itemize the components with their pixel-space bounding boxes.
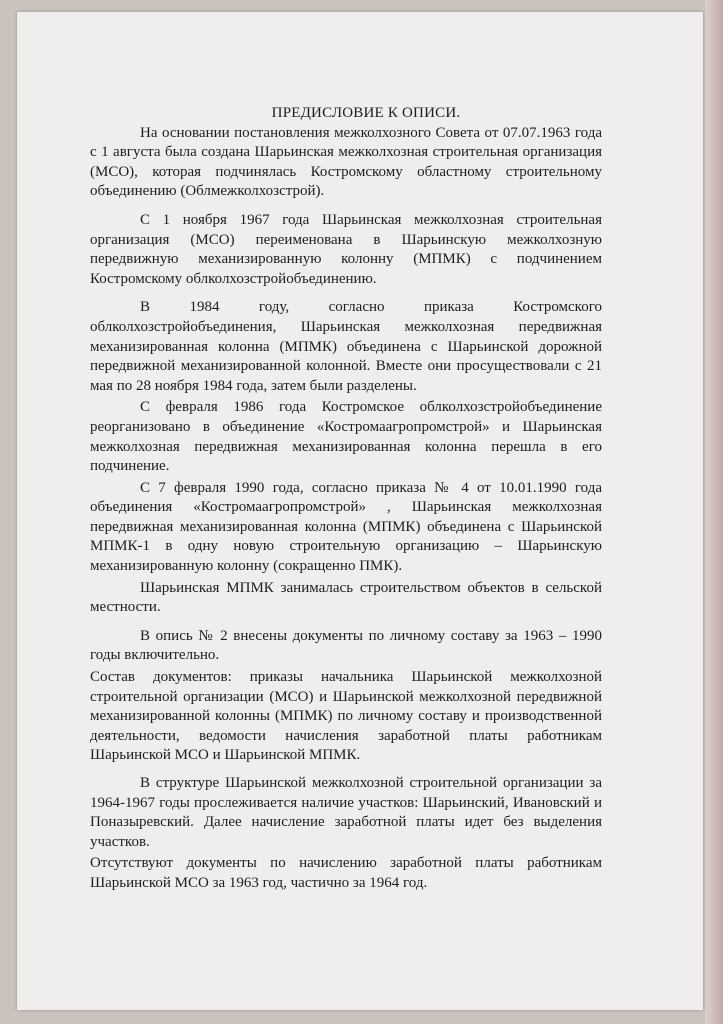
paragraph-7: В опись № 2 внесены документы по личному составу за 1963 – 1990 годы включительно. xyxy=(90,627,602,664)
document-page xyxy=(17,12,703,1010)
paragraph-6: Шарьинская МПМК занималась строительством объектов в сельской местности. xyxy=(90,579,602,616)
paragraph-9: В структуре Шарьинской межколхозной строительной организации за 1964-1967 годы прослеживается наличие участков: Шарьинский, Ивановский и Поназыревский. Далее начисление заработной платы идет без выделения участков. xyxy=(90,775,602,850)
background-edge xyxy=(705,0,723,1024)
paragraph-2: С 1 ноября 1967 года Шарьинская межколхозная строительная организация (МСО) переименована в Шарьинскую межколхозную передвижную механизированную колонну (МПМК) с подчинением Костромскому облколхозстройобъединению. xyxy=(90,211,602,287)
document-title: ПРЕДИСЛОВИЕ К ОПИСИ. xyxy=(271,105,461,121)
paragraph-5: С 7 февраля 1990 года, согласно приказа № 4 от 10.01.1990 года объединения «Костромаагропромстрой» , Шарьинская межколхозная передвижная механизированная колонна (МПМК) объединена с Шарьинской МПМК-1 в одну новую строительную организацию – Шарьинскую механизированную колонну (сокращенно ПМК). xyxy=(90,479,602,575)
paragraph-4: С февраля 1986 года Костромское облколхозстройобъединение реорганизовано в объединение «Костромаагропромстрой» и Шарьинская межколхозная передвижная механизированная колонна перешла в его подчинение. xyxy=(90,399,602,475)
paragraph-8: Состав документов: приказы начальника Шарьинской межколхозной строительной организации (МСО) и Шарьинской межколхозной передвижной механизированной колонны (МПМК) по личному составу и производственной деятельности, ведомости начисления заработной платы работникам Шарьинской МСО и Шарьинской МПМК. xyxy=(90,669,602,764)
paragraph-3: В 1984 году, согласно приказа Костромского облколхозстройобъединения, Шарьинская межколхозная передвижная механизированная колонна (МПМК) объединена с Шарьинской дорожной передвижной механизированной колонной. Вместе они просуществовали с 21 мая по 28 ноября 1984 года, затем были разделены. xyxy=(90,299,602,394)
document-body xyxy=(90,104,602,896)
paragraph-1: На основании постановления межколхозного Совета от 07.07.1963 года с 1 августа была создана Шарьинская межколхозная строительная организация (МСО), которая подчинялась Костромскому областному строительному объединению (Облмежколхозстрой). xyxy=(90,124,602,200)
paragraph-10: Отсутствуют документы по начислению заработной платы работникам Шарьинской МСО за 1963 год, частично за 1964 год. xyxy=(90,855,602,891)
